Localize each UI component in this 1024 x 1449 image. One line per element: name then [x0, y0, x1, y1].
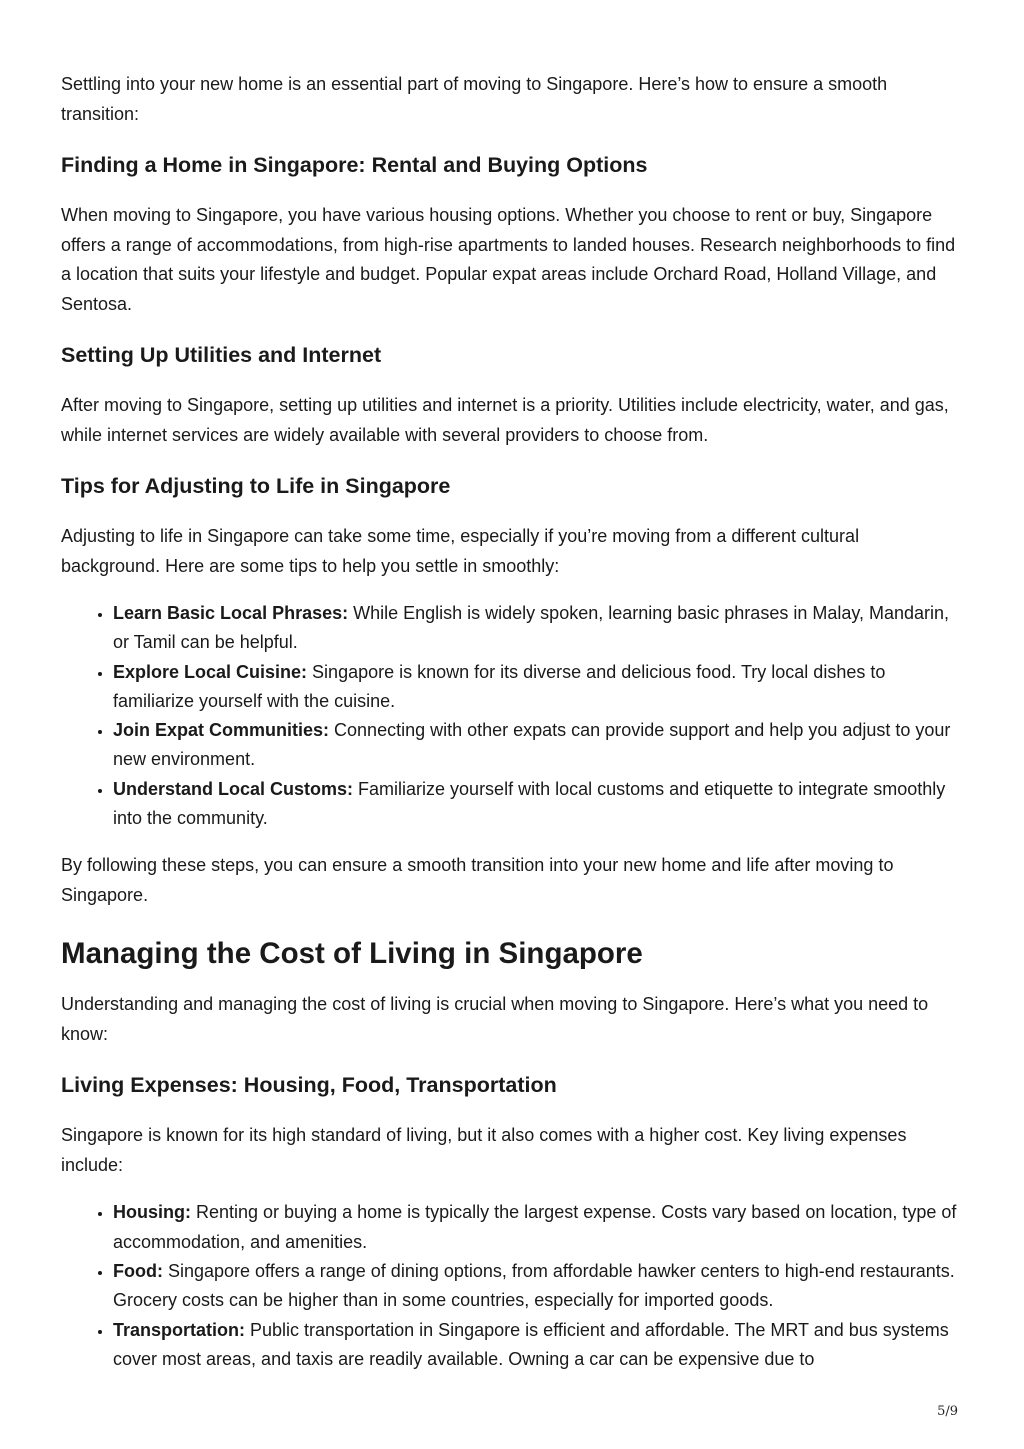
tips-list: [61, 599, 963, 833]
list-item-term: Food:: [113, 1260, 163, 1281]
tips-closing-paragraph: By following these steps, you can ensure a smooth transition into your new home and life after moving to Singapore.: [61, 855, 894, 905]
section-heading-tips: Tips for Adjusting to Life in Singapore: [61, 474, 451, 498]
cost-of-living-paragraph: Understanding and managing the cost of living is crucial when moving to Singapore. Here’s what you need to know:: [61, 994, 929, 1044]
list-item-text: Familiarize yourself with local customs and etiquette to integrate smoothly into the community.: [113, 778, 946, 829]
list-item-text: While English is widely spoken, learning basic phrases in Malay, Mandarin, or Tamil can be helpful.: [113, 603, 950, 653]
section-heading-cost-of-living: Managing the Cost of Living in Singapore: [61, 937, 643, 971]
tips-paragraph: Adjusting to life in Singapore can take some time, especially if you’re moving from a different cultural background. Here are some tips to help you settle in smoothly:: [61, 526, 860, 576]
list-item-term: Explore Local Cuisine:: [113, 661, 308, 682]
list-item-term: Understand Local Customs:: [113, 778, 354, 799]
list-item: [113, 1198, 963, 1257]
list-item-text: Renting or buying a home is typically the largest expense. Costs vary based on location, type of accommodation, and amenities.: [113, 1202, 957, 1252]
list-item: [113, 775, 963, 834]
utilities-paragraph: After moving to Singapore, setting up utilities and internet is a priority. Utilities include electricity, water, and gas, while internet services are widely available with several providers to choose from.: [61, 395, 949, 445]
intro-paragraph: Settling into your new home is an essential part of moving to Singapore. Here’s how to ensure a smooth transition:: [61, 74, 888, 124]
expenses-list: [61, 1198, 963, 1374]
list-item-term: Join Expat Communities:: [113, 720, 330, 741]
list-item-term: Transportation:: [113, 1319, 246, 1340]
list-item: [113, 716, 963, 775]
list-item: [113, 599, 963, 658]
list-item-text: Singapore is known for its diverse and delicious food. Try local dishes to familiarize yourself with the cuisine.: [113, 661, 886, 711]
section-heading-expenses: Living Expenses: Housing, Food, Transportation: [61, 1073, 557, 1098]
finding-home-paragraph: When moving to Singapore, you have various housing options. Whether you choose to rent or buy, Singapore offers a range of accommodations, from high-rise apartments to landed houses. Research neighborhoods to find a location that suits your lifestyle and budget. Popular expat areas include Orchard Road, Holland Village, and Sentosa.: [61, 205, 956, 314]
list-item-text: Connecting with other expats can provide support and help you adjust to your new environment.: [113, 720, 951, 770]
list-item-text: Public transportation in Singapore is efficient and affordable. The MRT and bus systems cover most areas, and taxis are readily available. Owning a car can be expensive due to: [113, 1319, 949, 1369]
document-page: [61, 70, 963, 1374]
list-item-text: Singapore offers a range of dining options, from affordable hawker centers to high-end restaurants. Grocery costs can be higher than in some countries, especially for imported goods.: [113, 1260, 955, 1311]
section-heading-utilities: Setting Up Utilities and Internet: [61, 343, 382, 367]
expenses-paragraph: Singapore is known for its high standard of living, but it also comes with a higher cost. Key living expenses include:: [61, 1125, 907, 1175]
page-number: 5/9: [937, 1404, 958, 1419]
list-item-term: Housing:: [113, 1202, 191, 1223]
list-item: [113, 1316, 963, 1375]
list-item-term: Learn Basic Local Phrases:: [113, 603, 349, 623]
list-item: [113, 1257, 963, 1316]
list-item: [113, 658, 963, 717]
section-heading-finding-home: Finding a Home in Singapore: Rental and Buying Options: [61, 153, 648, 177]
